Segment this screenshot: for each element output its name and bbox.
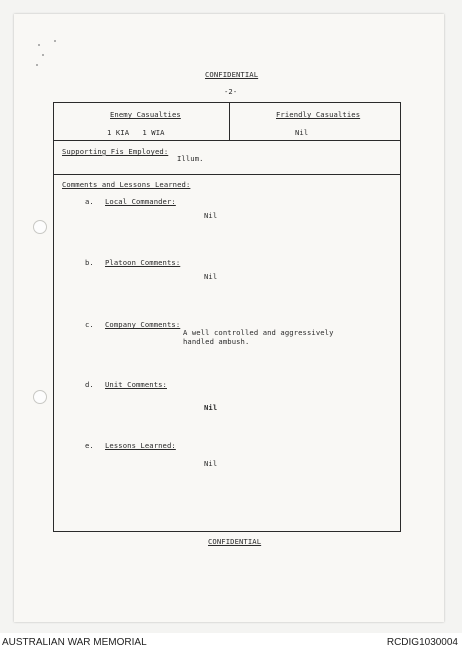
item-letter: a. <box>85 197 94 206</box>
table-column-divider <box>229 102 230 140</box>
paper-speck <box>36 64 38 66</box>
friendly-casualties-label: Friendly Casualties <box>276 110 361 119</box>
punch-hole <box>33 220 47 234</box>
enemy-casualties-label: Enemy Casualties <box>110 110 181 119</box>
classification-header: CONFIDENTIAL <box>205 70 259 79</box>
platoon-comments-text: Nil <box>204 272 218 281</box>
archive-footer-bar <box>0 633 462 653</box>
local-commander-text: Nil <box>204 211 218 220</box>
table-top-border <box>53 102 400 103</box>
enemy-casualties-value: 1 KIA 1 WIA <box>107 128 165 137</box>
item-letter: c. <box>85 320 94 329</box>
punch-hole <box>33 390 47 404</box>
unit-comments-heading: Unit Comments: <box>105 380 167 389</box>
paper-speck <box>54 40 56 42</box>
unit-comments-text: Nil <box>204 403 218 412</box>
item-letter: b. <box>85 258 94 267</box>
friendly-casualties-value: Nil <box>295 128 309 137</box>
lessons-learned-heading: Lessons Learned: <box>105 441 176 450</box>
paper-speck <box>42 54 44 56</box>
company-comments-text-line1: A well controlled and aggressively <box>183 328 334 337</box>
archive-institution: AUSTRALIAN WAR MEMORIAL <box>2 637 147 648</box>
table-row-divider <box>53 174 400 175</box>
comments-label: Comments and Lessons Learned: <box>62 180 191 189</box>
paper-speck <box>38 44 40 46</box>
classification-footer: CONFIDENTIAL <box>208 537 262 546</box>
document-page <box>14 14 444 622</box>
table-row-divider <box>53 140 400 141</box>
item-letter: e. <box>85 441 94 450</box>
page-number: -2- <box>224 87 238 96</box>
local-commander-heading: Local Commander: <box>105 197 176 206</box>
table-bottom-border <box>53 531 401 532</box>
supporting-fire-value: Illum. <box>177 154 204 163</box>
company-comments-text-line2: handled ambush. <box>183 337 250 346</box>
item-letter: d. <box>85 380 94 389</box>
supporting-fire-label: Supporting Fis Employed: <box>62 147 169 156</box>
table-right-border <box>400 102 401 531</box>
lessons-learned-text: Nil <box>204 459 218 468</box>
archive-record-id: RCDIG1030004 <box>386 637 458 648</box>
company-comments-heading: Company Comments: <box>105 320 181 329</box>
table-left-border <box>53 102 54 531</box>
platoon-comments-heading: Platoon Comments: <box>105 258 181 267</box>
